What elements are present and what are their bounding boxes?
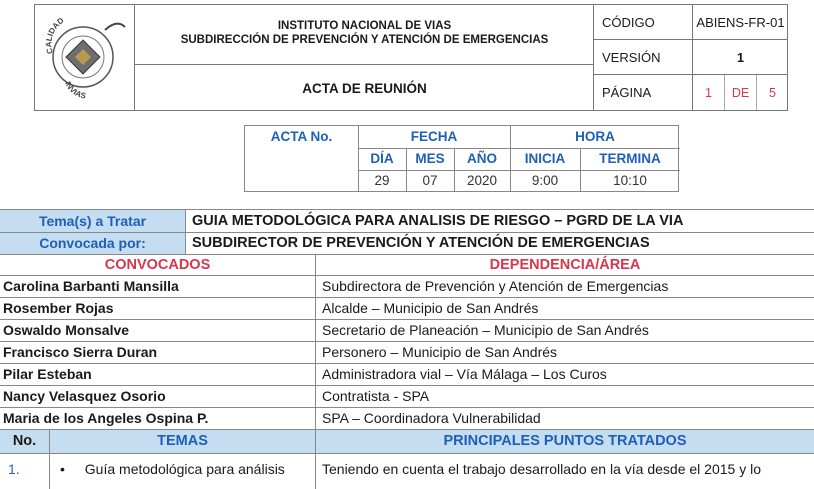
termina-label: TERMINA: [599, 151, 661, 166]
page-of: DE: [731, 86, 750, 100]
logo-text-calidad: CALIDAD: [44, 15, 66, 55]
attendee-row: [0, 342, 814, 364]
convocada-label: Convocada por:: [0, 233, 186, 254]
version-label: VERSIÓN: [594, 40, 693, 75]
grid-line: [358, 170, 680, 171]
mes-value: 07: [422, 173, 438, 188]
no-header: No.: [0, 430, 50, 453]
logo-cell: [35, 5, 135, 110]
attendee-name: Nancy Velasquez Osorio: [0, 386, 316, 407]
topic-number: 1.: [0, 454, 50, 489]
attendee-name: Maria de los Angeles Ospina P.: [0, 408, 316, 429]
institution-name: INSTITUTO NACIONAL DE VIAS: [277, 20, 452, 32]
temas-label: Tema(s) a Tratar: [0, 210, 186, 232]
attendee-dependencia: Personero – Municipio de San Andrés: [322, 344, 558, 360]
version-value: 1: [736, 50, 745, 65]
attendee-name: Oswaldo Monsalve: [0, 320, 316, 341]
svg-text:INVIAS: [63, 80, 87, 101]
document-header: [34, 4, 788, 111]
version-row: [594, 40, 788, 75]
document-title: ACTA DE REUNIÓN: [302, 81, 427, 96]
attendee-dependencia: Contratista - SPA: [322, 388, 430, 404]
acta-no-label: ACTA No.: [270, 129, 333, 144]
convocados-header: CONVOCADOS: [0, 255, 316, 275]
meeting-table: [0, 209, 814, 488]
attendee-dependencia: Subdirectora de Prevención y Atención de Emergencias: [322, 278, 669, 294]
acta-fecha-hora-table: [244, 125, 679, 192]
convocada-row: [0, 233, 814, 255]
acta-no-value: [245, 170, 358, 192]
pagina-row: [594, 75, 788, 110]
tema-row: [0, 210, 814, 233]
codigo-label: CÓDIGO: [594, 5, 693, 40]
termina-value: 10:10: [613, 173, 647, 188]
attendee-row: [0, 364, 814, 386]
dependencia-header: DEPENDENCIA/ÁREA: [489, 257, 641, 273]
grid-line: [358, 126, 359, 192]
codigo-value: ABIENS-FR-01: [696, 15, 785, 30]
page-total: 5: [769, 86, 776, 100]
inicia-label: INICIA: [524, 151, 566, 166]
anio-value: 2020: [466, 173, 498, 188]
attendee-row: [0, 386, 814, 408]
attendee-row: [0, 276, 814, 298]
topics-header-row: [0, 430, 814, 454]
mes-label: MES: [415, 151, 445, 166]
anio-label: AÑO: [467, 151, 497, 166]
page-current: 1: [705, 86, 712, 100]
attendee-dependencia: Secretario de Planeación – Municipio de San Andrés: [322, 322, 649, 338]
codigo-row: [594, 5, 788, 40]
subdirection-name: SUBDIRECCIÓN DE PREVENCIÓN Y ATENCIÓN DE EMERGENCIAS: [180, 34, 549, 46]
title-cell: [135, 5, 594, 110]
attendee-name: Pilar Esteban: [0, 364, 316, 385]
pagina-label: PÁGINA: [594, 75, 693, 110]
attendee-name: Francisco Sierra Duran: [0, 342, 316, 363]
puntos-header: PRINCIPALES PUNTOS TRATADOS: [443, 433, 687, 449]
inicia-value: 9:00: [531, 173, 559, 188]
attendee-dependencia: Administradora vial – Vía Málaga – Los Curos: [322, 366, 607, 382]
invias-quality-seal-icon: [35, 5, 135, 110]
temas-header: TEMAS: [50, 430, 316, 453]
dia-label: DÍA: [370, 151, 394, 166]
fecha-label: FECHA: [410, 129, 458, 144]
attendee-row: [0, 408, 814, 430]
logo-text-invias: INVIAS: [63, 80, 87, 101]
hora-label: HORA: [575, 129, 615, 144]
attendee-dependencia: Alcalde – Municipio de San Andrés: [322, 300, 539, 316]
dia-value: 29: [374, 173, 390, 188]
attendee-dependencia: SPA – Coordinadora Vulnerabilidad: [322, 410, 541, 426]
bullet-icon: •: [60, 461, 65, 477]
grid-line: [358, 148, 680, 149]
convocada-value: SUBDIRECTOR DE PREVENCIÓN Y ATENCIÓN DE EMERGENCIAS: [186, 233, 814, 254]
attendees-header-row: [0, 255, 814, 276]
title-divider: [135, 64, 594, 65]
grid-line: [510, 126, 511, 192]
attendee-row: [0, 320, 814, 342]
topic-puntos: Teniendo en cuenta el trabajo desarrollado en la vía desde el 2015 y lo: [322, 461, 761, 477]
attendee-row: [0, 298, 814, 320]
temas-value: GUIA METODOLÓGICA PARA ANALISIS DE RIESGO – PGRD DE LA VIA: [186, 210, 814, 232]
attendee-name: Rosember Rojas: [0, 298, 316, 319]
topic-tema: Guía metodológica para análisis: [84, 461, 285, 477]
topic-row: [0, 454, 814, 489]
attendee-name: Carolina Barbanti Mansilla: [0, 276, 316, 297]
